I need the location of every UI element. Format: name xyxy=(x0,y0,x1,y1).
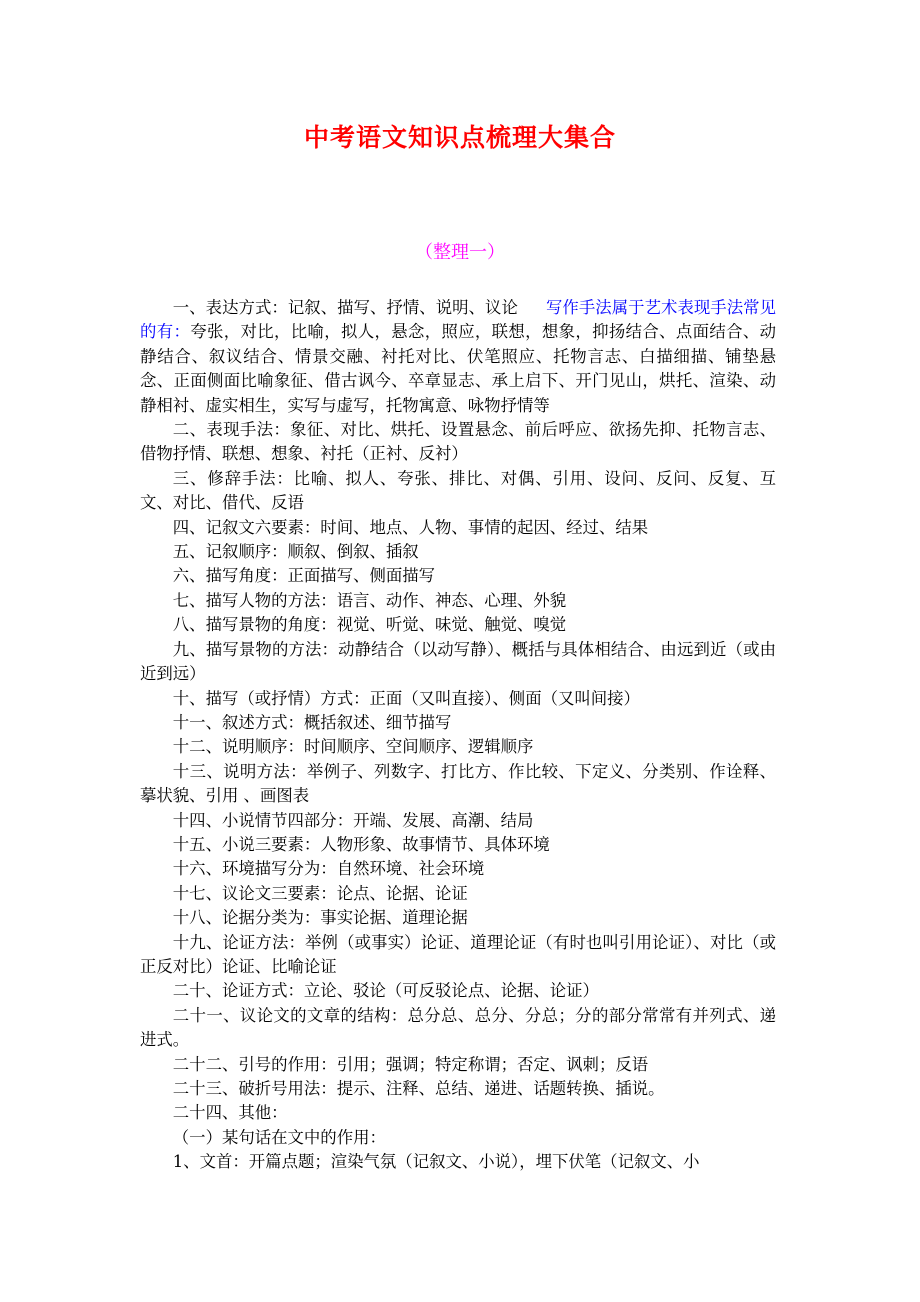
document-body xyxy=(140,296,776,1175)
paragraph-1-rest: 夸张，对比，比喻，拟人，悬念，照应，联想，想象，抑扬结合、点面结合、动静结合、叙议结合、情景交融、衬托对比、伏笔照应、托物言志、白描细描、铺垫悬念、正面侧面比喻象征、借古讽今、卒章显志、承上启下、开门见山，烘托、渲染、动静相衬、虚实相生，实写与虚写，托物寓意、咏物抒情等 xyxy=(140,322,777,415)
paragraph: 五、记叙顺序：顺叙、倒叙、插叙 xyxy=(172,542,419,562)
paragraph: （一）某句话在文中的作用： xyxy=(172,1127,386,1147)
paragraph: 十五、小说三要素：人物形象、故事情节、具体环境 xyxy=(172,834,550,854)
paragraph: 四、记叙文六要素：时间、地点、人物、事情的起因、经过、结果 xyxy=(172,517,649,537)
paragraph: 十六、环境描写分为：自然环境、社会环境 xyxy=(172,859,485,879)
paragraph: 三、修辞手法：比喻、拟人、夸张、排比、对偶、引用、设问、反问、反复、互文、对比、借代、反语 xyxy=(140,468,776,513)
page-title: 中考语文知识点梳理大集合 xyxy=(303,123,616,152)
paragraph: 二十、论证方式：立论、驳论（可反驳论点、论据、论证） xyxy=(172,981,599,1001)
paragraph: 二十三、破折号用法：提示、注释、总结、递进、话题转换、插说。 xyxy=(172,1079,665,1098)
paragraph: 十二、说明顺序：时间顺序、空间顺序、逻辑顺序 xyxy=(172,737,534,757)
paragraph: 十三、说明方法：举例子、列数字、打比方、作比较、下定义、分类别、作诠释、摹状貌、引用 、画图表 xyxy=(140,761,776,806)
paragraph: 二十一、议论文的文章的结构：总分总、总分、分总；分的部分常常有并列式、递进式。 xyxy=(140,1005,776,1050)
paragraph-1-lead: 一、表达方式：记叙、描写、抒情、说明、议论 xyxy=(172,298,518,317)
paragraph: 八、描写景物的角度：视觉、听觉、味觉、触觉、嗅觉 xyxy=(172,615,567,635)
paragraph: 二、表现手法：象征、对比、烘托、设置悬念、前后呼应、欲扬先抑、托物言志、借物抒情、联想、想象、衬托（正衬、反衬） xyxy=(140,420,776,464)
paragraph: 十七、议论文三要素：论点、论据、论证 xyxy=(172,883,468,903)
paragraph: 十、描写（或抒情）方式：正面（又叫直接）、侧面（又叫间接） xyxy=(172,688,640,708)
paragraph: 1、文首：开篇点题；渲染气氛（记叙文、小说），埋下伏笔（记叙文、小 xyxy=(172,1152,700,1172)
paragraph: 九、描写景物的方法：动静结合（以动写静）、概括与具体相结合、由远到近（或由近到远） xyxy=(140,639,776,684)
paragraph-1 xyxy=(140,296,776,418)
paragraph: 十九、论证方法：举例（或事实）论证、道理论证（有时也叫引用论证）、对比（或正反对比）论证、比喻论证 xyxy=(140,932,776,976)
paragraph: 七、描写人物的方法：语言、动作、神态、心理、外貌 xyxy=(172,590,567,610)
paragraph: 二十四、其他： xyxy=(172,1103,288,1123)
paragraph: 十一、叙述方式：概括叙述、细节描写 xyxy=(172,712,452,732)
paragraph: 六、描写角度：正面描写、侧面描写 xyxy=(172,566,436,586)
paragraph: 十八、论据分类为：事实论据、道理论据 xyxy=(172,908,468,928)
page-subtitle: （整理一） xyxy=(415,242,505,263)
paragraph-1-highlight: 写作手法属于艺术表现手法常见的有： xyxy=(140,298,777,342)
paragraph: 十四、小说情节四部分：开端、发展、高潮、结局 xyxy=(172,810,534,830)
paragraph: 二十二、引号的作用：引用；强调；特定称谓；否定、讽刺；反语 xyxy=(172,1054,649,1074)
